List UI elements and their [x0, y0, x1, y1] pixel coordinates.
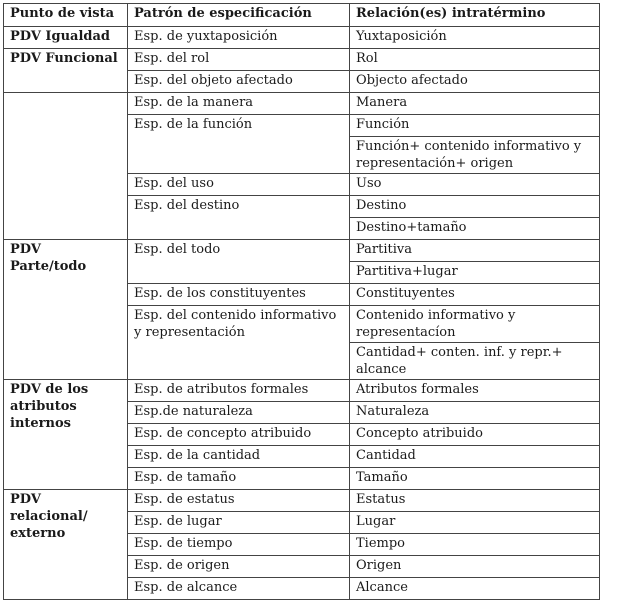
- pattern-cell: Esp. de alcance: [128, 578, 350, 600]
- table-row: [4, 380, 600, 402]
- header-patron: Patrón de especificación: [128, 4, 350, 27]
- relation-cell: Cantidad+ conten. inf. y repr.+ alcance: [350, 343, 600, 380]
- pattern-cell: Esp. del uso: [128, 174, 350, 196]
- table-row: [4, 93, 600, 115]
- relation-cell: Función+ contenido informativo y representación+ origen: [350, 137, 600, 174]
- relation-cell: Uso: [350, 174, 600, 196]
- pattern-cell: Esp. del todo: [128, 240, 350, 284]
- table-row: [4, 490, 600, 512]
- pattern-cell: Esp. de tiempo: [128, 534, 350, 556]
- pattern-cell: Esp. de lugar: [128, 512, 350, 534]
- pattern-cell: Esp. de la manera: [128, 93, 350, 115]
- pattern-cell: Esp. de tamaño: [128, 468, 350, 490]
- relation-cell: Atributos formales: [350, 380, 600, 402]
- relation-cell: Función: [350, 115, 600, 137]
- relation-cell: Constituyentes: [350, 284, 600, 306]
- relation-cell: Partitiva+lugar: [350, 262, 600, 284]
- pattern-cell: Esp. de la función: [128, 115, 350, 174]
- relation-cell: Destino: [350, 196, 600, 218]
- relation-cell: Alcance: [350, 578, 600, 600]
- pattern-cell: Esp. de origen: [128, 556, 350, 578]
- relation-cell: Destino+tamaño: [350, 218, 600, 240]
- pattern-cell: Esp. de concepto atribuido: [128, 424, 350, 446]
- relation-cell: Naturaleza: [350, 402, 600, 424]
- pattern-cell: Esp. de yuxtaposición: [128, 27, 350, 49]
- header-row: [4, 4, 600, 27]
- relation-cell: Lugar: [350, 512, 600, 534]
- pdv-cell: PDV relacional/ externo: [4, 490, 128, 600]
- relation-cell: Partitiva: [350, 240, 600, 262]
- pattern-cell: Esp. del rol: [128, 49, 350, 71]
- pattern-cell: Esp. de la cantidad: [128, 446, 350, 468]
- pattern-cell: Esp. de los constituyentes: [128, 284, 350, 306]
- relation-cell: Yuxtaposición: [350, 27, 600, 49]
- pattern-cell: Esp. de estatus: [128, 490, 350, 512]
- pattern-cell: Esp.de naturaleza: [128, 402, 350, 424]
- relation-cell: Rol: [350, 49, 600, 71]
- relation-cell: Cantidad: [350, 446, 600, 468]
- pdv-cell: PDV Parte/todo: [4, 240, 128, 380]
- header-punto-de-vista: Punto de vista: [4, 4, 128, 27]
- relation-cell: Origen: [350, 556, 600, 578]
- pattern-cell: Esp. de atributos formales: [128, 380, 350, 402]
- header-relacion: Relación(es) intratérmino: [350, 4, 600, 27]
- relation-cell: Objecto afectado: [350, 71, 600, 93]
- pdv-cell: PDV Funcional: [4, 49, 128, 93]
- pattern-cell: Esp. del objeto afectado: [128, 71, 350, 93]
- specification-table: [3, 3, 600, 600]
- table-row: [4, 27, 600, 49]
- pdv-cell: PDV de los atributos internos: [4, 380, 128, 490]
- pattern-cell: Esp. del destino: [128, 196, 350, 240]
- relation-cell: Tamaño: [350, 468, 600, 490]
- relation-cell: Concepto atribuido: [350, 424, 600, 446]
- table-row: [4, 240, 600, 262]
- relation-cell: Estatus: [350, 490, 600, 512]
- relation-cell: Contenido informativo y representacíon: [350, 306, 600, 343]
- pattern-cell: Esp. del contenido informativo y representación: [128, 306, 350, 380]
- pdv-cell: PDV Igualdad: [4, 27, 128, 49]
- table-row: [4, 49, 600, 71]
- relation-cell: Tiempo: [350, 534, 600, 556]
- relation-cell: Manera: [350, 93, 600, 115]
- pdv-cell-empty: [4, 93, 128, 240]
